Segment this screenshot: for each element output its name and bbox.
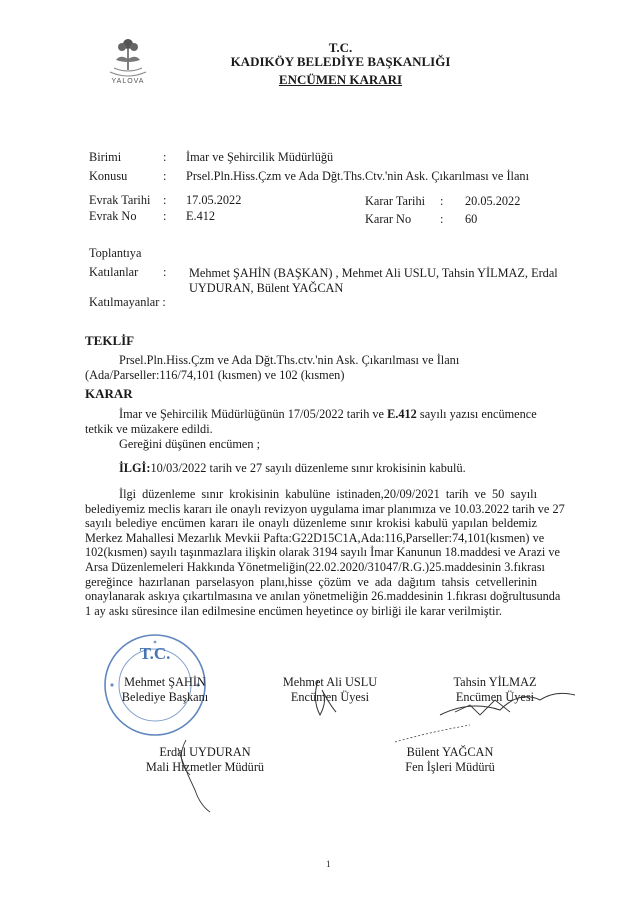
katilanlar-line1: Mehmet ŞAHİN (BAŞKAN) , Mehmet Ali USLU, Tahsin YİLMAZ, Erdal	[189, 266, 558, 280]
karar-p1-line2: tetkik ve müzakere edildi.	[85, 421, 213, 436]
body-line: 1 ay askı süresince ilan edilmesine encümen heyetince oy birliği ile karar verilmiştir.	[85, 603, 502, 618]
signer-name: Mehmet ŞAHİN	[124, 675, 206, 689]
ilgi-text: 10/03/2022 tarih ve 27 sayılı düzenleme sınır krokisinin kabulü.	[150, 461, 466, 475]
header-institution: KADIKÖY BELEDİYE BAŞKANLIĞI	[230, 54, 451, 69]
birimi-label: Birimi	[89, 150, 122, 164]
signer-name: Bülent YAĞCAN	[406, 745, 494, 759]
karar-paragraph-1	[85, 407, 535, 436]
seal-text: T.C.	[139, 644, 171, 663]
signer-name: Mehmet Ali USLU	[282, 675, 378, 689]
karar-body	[85, 487, 565, 618]
header-document-type	[0, 72, 641, 88]
colon: :	[440, 212, 444, 226]
karar-no-value: 60	[465, 212, 478, 226]
katilanlar-line2: UYDURAN, Bülent YAĞCAN	[189, 281, 344, 295]
body-line: gereğince hazırlanan parselasyon planı,hisse çözüm ve ada dağıtım tahsis cetvellerinin	[85, 574, 537, 589]
body-line: sayılı belediye encümen kararı ile onaylı düzenleme sınır krokisi kabulü yapılan beldemiz	[85, 516, 537, 531]
karar-heading: KARAR	[85, 386, 133, 401]
body-line: belediyemiz meclis kararı ile onaylı revizyon uygulama imar planımıza ve 10.03.2022 tarih ve 27	[85, 501, 565, 516]
header-tc: T.C.	[328, 40, 353, 55]
colon: :	[163, 169, 167, 183]
signature-mayor	[110, 675, 220, 705]
logo-text: YALOVA	[111, 78, 145, 85]
body-line: Arsa Düzenlemeleri Hakkında Yönetmeliğin(22.02.2020/31047/R.G.)25.maddesinin 3.fıkrası	[85, 559, 545, 574]
colon: :	[163, 193, 167, 207]
ilgi-line	[119, 461, 466, 476]
signer-title: Encümen Üyesi	[455, 690, 535, 704]
body-line: 102(kısmen) sayılı taşınmazlara ilişkin olarak 3194 sayılı İmar Kanunun 18.maddesi ve Arazi ve	[85, 545, 561, 560]
signer-name: Erdal UYDURAN	[159, 745, 251, 759]
konusu-value: Prsel.Pln.Hiss.Çzm ve Ada Dğt.Ths.Ctv.'nin Ask. Çıkarılması ve İlanı	[186, 169, 529, 183]
ilgi-label: İLGİ:	[119, 461, 151, 475]
page-number: 1	[326, 859, 331, 869]
colon: :	[440, 194, 444, 208]
toplanti-label: Toplantıya	[89, 246, 142, 260]
teklif-heading: TEKLİF	[85, 333, 135, 348]
evrak-no-label: Evrak No	[89, 209, 137, 223]
body-line: İlgi düzenleme sınır krokisinin kabulüne istinaden,20/09/2021 tarih ve 50 sayılı	[119, 487, 537, 501]
signer-name: Tahsin YİLMAZ	[453, 675, 537, 689]
karar-paragraph-2: Gereğini düşünen encümen ;	[119, 437, 261, 451]
evrak-number-bold: E.412	[387, 407, 417, 421]
colon: :	[163, 150, 167, 164]
signer-title: Mali Hizmetler Müdürü	[145, 760, 265, 774]
signature-tech-director	[390, 745, 510, 775]
signature-finance-director	[130, 745, 280, 775]
signature-member-uslu	[275, 675, 385, 705]
colon: :	[163, 209, 167, 223]
birimi-value: İmar ve Şehircilik Müdürlüğü	[186, 150, 334, 164]
signer-title: Belediye Başkanı	[121, 690, 209, 704]
colon: :	[163, 265, 167, 279]
body-line: onaylanarak askıya çıkartılmasına ve anılan yönetmeliğin 26.maddesinin 1.fıkrası doğrultusunda	[85, 589, 561, 604]
body-line: Merkez Mahallesi Mezarlık Mevkii Pafta:G22D15C1A,Ada:116,Parseller:74,101(kısmen) ve	[85, 530, 545, 545]
signature-member-yilmaz	[440, 675, 550, 705]
konusu-label: Konusu	[89, 169, 128, 183]
katilanlar-label: Katılanlar	[89, 265, 139, 279]
document-type-text: ENCÜMEN KARARI	[278, 72, 403, 87]
karar-tarihi-value: 20.05.2022	[465, 194, 521, 208]
evrak-tarihi-value: 17.05.2022	[186, 193, 242, 207]
evrak-no-value: E.412	[186, 209, 216, 223]
karar-no-label: Karar No	[365, 212, 412, 226]
teklif-line1: Prsel.Pln.Hiss.Çzm ve Ada Dğt.Ths.ctv.'nin Ask. Çıkarılması ve İlanı	[119, 353, 460, 367]
signer-title: Encümen Üyesi	[290, 690, 370, 704]
katilmayanlar-label: Katılmayanlar :	[89, 295, 166, 309]
evrak-tarihi-label: Evrak Tarihi	[89, 193, 151, 207]
karar-p1-text-c: sayılı yazısı encümence	[419, 407, 537, 421]
signer-title: Fen İşleri Müdürü	[405, 760, 495, 774]
karar-tarihi-label: Karar Tarihi	[365, 194, 426, 208]
karar-p1-text-a: İmar ve Şehircilik Müdürlüğünün 17/05/2022 tarih ve	[119, 407, 385, 421]
teklif-line2: (Ada/Parseller:116/74,101 (kısmen) ve 102 (kısmen)	[85, 368, 345, 382]
